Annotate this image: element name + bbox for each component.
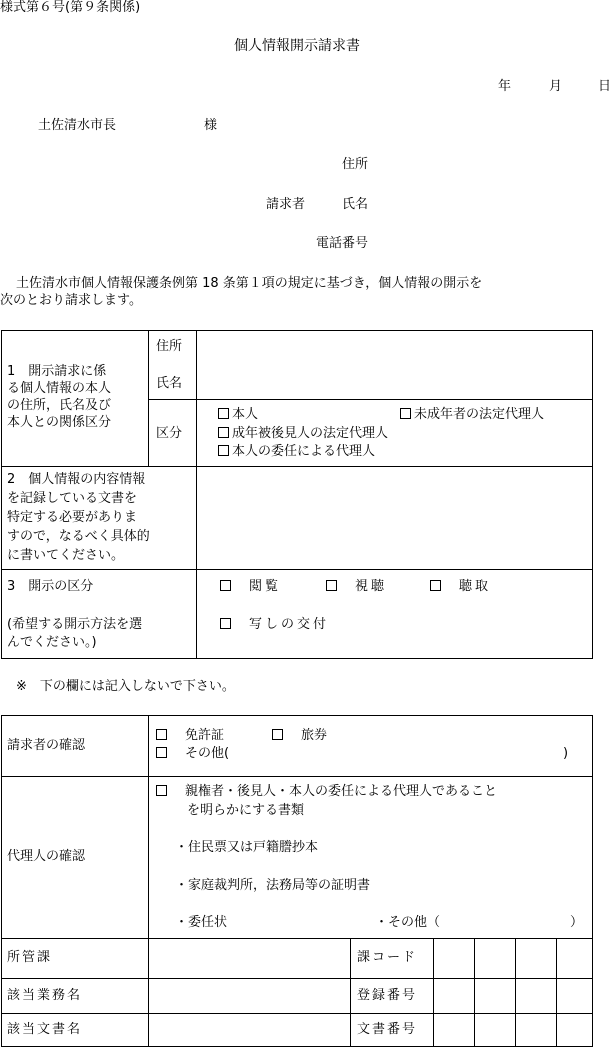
option-delegated-agent[interactable]: 本人の委任による代理人 (218, 443, 375, 461)
checkbox-icon[interactable] (156, 729, 167, 740)
id-option-license[interactable]: 免許証 (156, 727, 224, 745)
checkbox-icon[interactable] (218, 408, 229, 419)
id-other-close: ) (563, 746, 569, 761)
option-adult-guardian[interactable]: 成年被後見人の法定代理人 (218, 425, 388, 443)
row-code-label: 課コード (357, 950, 418, 965)
checkbox-icon[interactable] (218, 427, 229, 438)
row-label-department: 所管課 (7, 950, 53, 965)
section2-label-line: に書いてください。 (7, 548, 125, 563)
section3-sublabel-line: んでください。) (7, 635, 97, 650)
checkbox-icon[interactable] (272, 729, 283, 740)
section3-label: 3 開示の区分 (7, 579, 94, 594)
option-view[interactable]: 閲覧 (220, 578, 281, 596)
agent-doc-bullet: ・家庭裁判所，法務局等の証明書 (175, 878, 371, 893)
agent-doc-bullet: ・その他（ (375, 915, 441, 930)
agent-doc-bullet: ・住民票又は戸籍謄抄本 (175, 840, 319, 855)
section1-name-field[interactable] (200, 366, 588, 396)
section2-label-line: 2 個人情報の内容情報 (7, 472, 146, 487)
id-option-passport[interactable]: 旅券 (272, 727, 327, 745)
row-code-label: 登録番号 (357, 988, 418, 1003)
checkbox-icon[interactable] (156, 747, 167, 758)
row-label-document: 該当文書名 (7, 1022, 83, 1037)
option-listen[interactable]: 聴取 (430, 578, 491, 596)
id-option-other[interactable]: その他( (156, 745, 229, 763)
checkbox-icon[interactable] (400, 408, 411, 419)
agent-doc-other-close: ） (570, 915, 584, 930)
agent-document-line2: を明らかにする書類 (187, 803, 305, 818)
requester-name-label: 氏名 (342, 197, 369, 212)
requester-check-label: 請求者の確認 (7, 738, 86, 753)
office-use-note: ※ 下の欄には記入しないで下さい。 (16, 679, 235, 694)
requester-phone-label: 電話番号 (316, 236, 369, 251)
agent-document-option[interactable]: 親権者・後見人・本人の委任による代理人であること (156, 783, 497, 801)
agent-check-label: 代理人の確認 (7, 849, 86, 864)
form-number: 様式第６号(第９条関係) (0, 0, 141, 15)
section2-label-line: 特定する必要がありま (7, 510, 138, 525)
date-year-label: 年 (498, 79, 512, 94)
option-watch[interactable]: 視聴 (326, 578, 387, 596)
requester-address-label: 住所 (342, 157, 369, 172)
section1-category-label: 区分 (156, 426, 183, 441)
section1-address-label: 住所 (156, 339, 183, 354)
section1-label-line: る個人情報の本人 (7, 381, 112, 396)
row-label-business: 該当業務名 (7, 988, 83, 1003)
section1-label-line: 本人との関係区分 (7, 415, 112, 430)
checkbox-icon[interactable] (430, 580, 441, 591)
option-self[interactable]: 本人 (218, 406, 258, 424)
requester-label: 請求者 (266, 197, 306, 212)
section1-name-label: 氏名 (156, 376, 183, 391)
section2-label-line: を記録している文書を (7, 491, 138, 506)
agent-doc-bullet: ・委任状 (175, 915, 228, 930)
section1-label-line: 1 開示請求に係 (7, 364, 107, 379)
intro-text-line2: 次のとおり請求します。 (0, 293, 142, 308)
row-code-label: 文書番号 (357, 1022, 418, 1037)
page-title: 個人情報開示請求書 (234, 38, 360, 54)
checkbox-icon[interactable] (220, 580, 231, 591)
date-month-label: 月 (549, 79, 563, 94)
section2-label-line: すので，なるべく具体的 (7, 529, 150, 544)
section3-sublabel-line: (希望する開示方法を選 (7, 617, 143, 632)
checkbox-icon[interactable] (326, 580, 337, 591)
addressee-name: 土佐清水市長 (38, 118, 117, 133)
option-minor-guardian[interactable]: 未成年者の法定代理人 (400, 406, 544, 424)
option-copy[interactable]: 写しの交付 (220, 616, 329, 634)
date-day-label: 日 (598, 79, 611, 94)
checkbox-icon[interactable] (218, 445, 229, 456)
section1-address-field[interactable] (200, 334, 588, 364)
checkbox-icon[interactable] (220, 618, 231, 629)
section1-label-line: の住所，氏名及び (7, 398, 112, 413)
checkbox-icon[interactable] (156, 785, 167, 796)
section2-content-field[interactable] (200, 470, 588, 566)
addressee-honorific: 様 (204, 118, 218, 133)
intro-text-line1: 土佐清水市個人情報保護条例第 18 条第１項の規定に基づき，個人情報の開示を (16, 276, 483, 291)
